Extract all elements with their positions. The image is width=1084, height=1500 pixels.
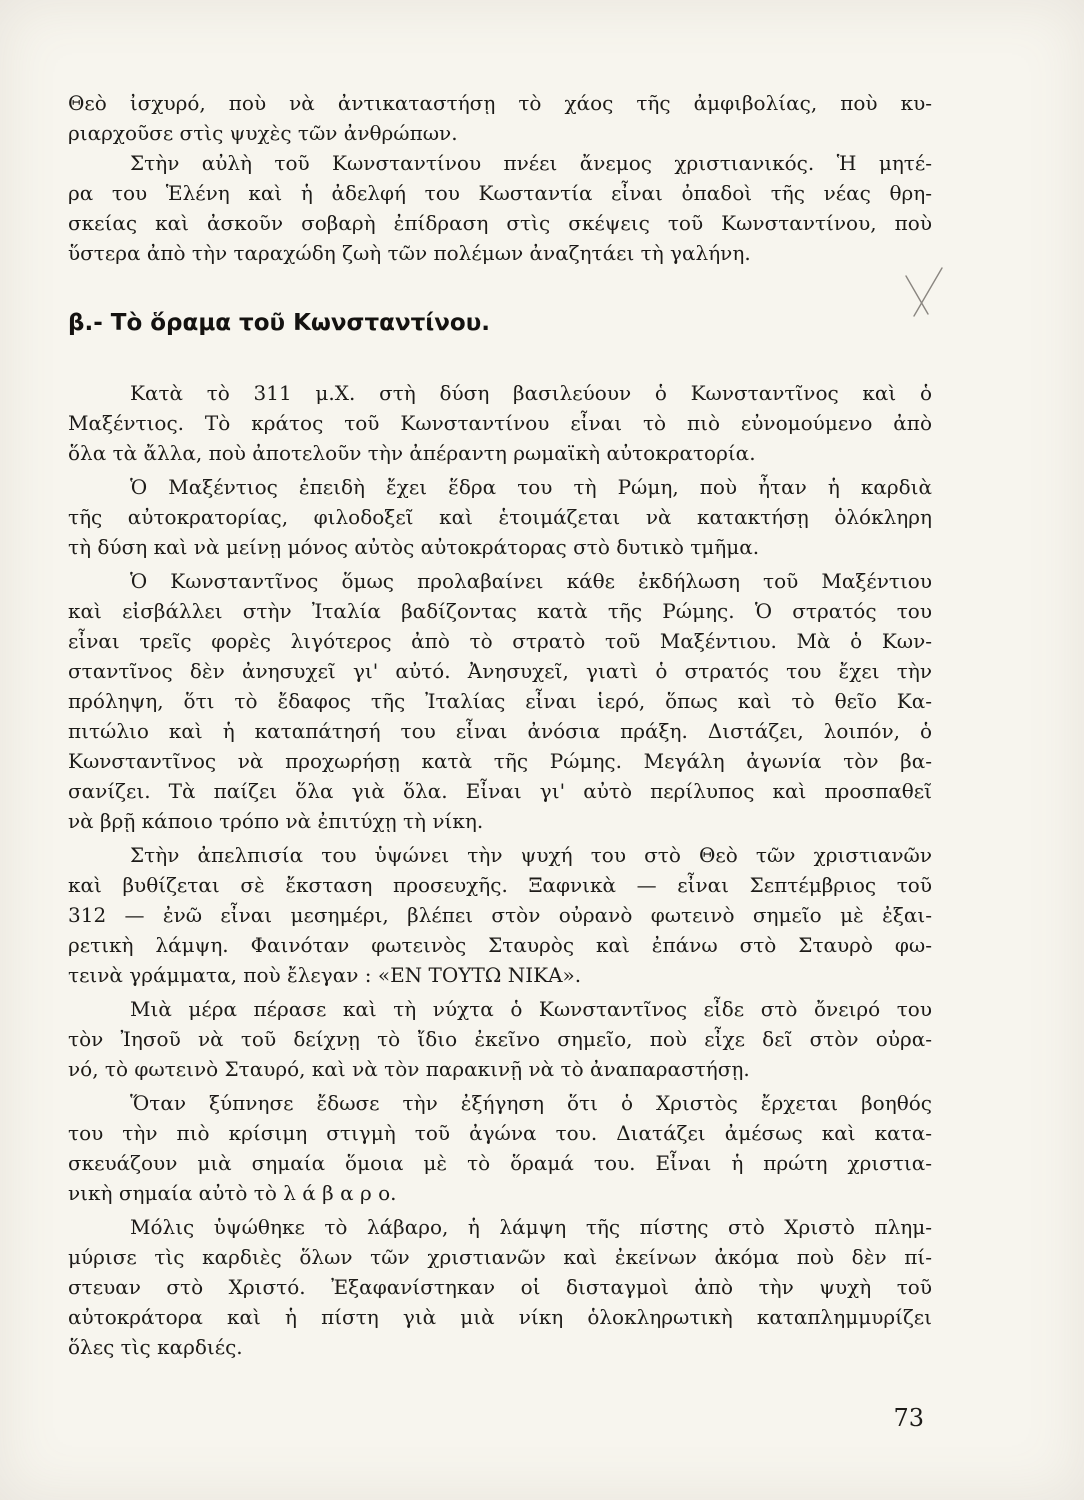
- text-line: πιτώλιο καὶ ἡ καταπάτησή του εἶναι ἀνόσια πράξη. Διστάζει, λοιπόν, ὁ: [68, 719, 932, 743]
- paragraph-2: [68, 378, 932, 468]
- text-line: σκείας καὶ ἀσκοῦν σοβαρὴ ἐπίδραση στὶς σκέψεις τοῦ Κωνσταντίνου, ποὺ: [68, 211, 932, 235]
- text-line: Κατὰ τὸ 311 μ.Χ. στὴ δύση βασιλεύουν ὁ Κωνσταντῖνος καὶ ὁ: [130, 381, 932, 405]
- text-line: Μόλις ὑψώθηκε τὸ λάβαρο, ἡ λάμψη τῆς πίστης στὸ Χριστὸ πλημ-: [130, 1215, 932, 1239]
- text-line: αὐτοκράτορα καὶ ἡ πίστη γιὰ μιὰ νίκη ὁλοκληρωτικὴ καταπλημμυρίζει: [68, 1305, 932, 1329]
- text-line: νό, τὸ φωτεινὸ Σταυρό, καὶ νὰ τὸν παρακινῇ νὰ τὸ ἀναπαραστήσῃ.: [68, 1057, 750, 1081]
- text-line: εἶναι τρεῖς φορὲς λιγότερος ἀπὸ τὸ στρατὸ τοῦ Μαξέντιου. Μὰ ὁ Κων-: [68, 629, 932, 653]
- paragraph-3: [68, 472, 932, 562]
- text-line: του τὴν πιὸ κρίσιμη στιγμὴ τοῦ ἀγώνα του. Διατάζει ἀμέσως καὶ κατα-: [68, 1121, 932, 1145]
- text-line: Στὴν αὐλὴ τοῦ Κωνσταντίνου πνέει ἄνεμος χριστιανικός. Ἡ μητέ-: [130, 151, 932, 175]
- text-line: ριαρχοῦσε στὶς ψυχὲς τῶν ἀνθρώπων.: [68, 121, 458, 145]
- text-line: σανίζει. Τὰ παίζει ὅλα γιὰ ὅλα. Εἶναι γι' αὐτὸ περίλυπος καὶ προσπαθεῖ: [68, 779, 932, 803]
- text-line: τεινὰ γράμματα, ποὺ ἔλεγαν : «ΕΝ ΤΟΥΤΩ ΝΙΚΑ».: [68, 963, 582, 987]
- text-line: Μαξέντιος. Τὸ κράτος τοῦ Κωνσταντίνου εἶναι τὸ πιὸ εὐνομούμενο ἀπὸ: [68, 411, 932, 435]
- text-line: σταντῖνος δὲν ἀνησυχεῖ γι' αὐτό. Ἀνησυχεῖ, γιατὶ ὁ στρατός του ἔχει τὴν: [68, 659, 932, 683]
- text-line: τὴ δύση καὶ νὰ μείνῃ μόνος αὐτὸς αὐτοκράτορας στὸ δυτικὸ τμῆμα.: [68, 535, 760, 559]
- text-line: ὕστερα ἀπὸ τὴν ταραχώδη ζωὴ τῶν πολέμων ἀναζητάει τὴ γαλήνη.: [68, 241, 751, 265]
- text-line: σκευάζουν μιὰ σημαία ὅμοια μὲ τὸ ὅραμά του. Εἶναι ἡ πρώτη χριστια-: [68, 1151, 932, 1175]
- text-line: 312 — ἐνῶ εἶναι μεσημέρι, βλέπει στὸν οὐρανὸ φωτεινὸ σημεῖο μὲ ἐξαι-: [68, 903, 932, 927]
- text-line: Στὴν ἀπελπισία του ὑψώνει τὴν ψυχή του στὸ Θεὸ τῶν χριστιανῶν: [130, 843, 932, 867]
- text-line: Μιὰ μέρα πέρασε καὶ τὴ νύχτα ὁ Κωνσταντῖνος εἶδε στὸ ὄνειρό του: [130, 997, 932, 1021]
- text-line: τῆς αὐτοκρατορίας, φιλοδοξεῖ καὶ ἑτοιμάζεται νὰ κατακτήσῃ ὁλόκληρη: [68, 505, 932, 529]
- text-line: ρα του Ἑλένη καὶ ἡ ἀδελφή του Κωσταντία εἶναι ὀπαδοὶ τῆς νέας θρη-: [68, 181, 932, 205]
- page-text: [68, 88, 932, 1362]
- page-number: 73: [893, 1404, 924, 1432]
- text-line: ρετικὴ λάμψη. Φαινόταν φωτεινὸς Σταυρὸς καὶ ἐπάνω στὸ Σταυρὸ φω-: [68, 933, 932, 957]
- section-heading: β.- Τὸ ὅραμα τοῦ Κωνσταντίνου.: [68, 310, 490, 336]
- text-line: Θεὸ ἰσχυρό, ποὺ νὰ ἀντικαταστήσῃ τὸ χάος τῆς ἀμφιβολίας, ποὺ κυ-: [68, 91, 932, 115]
- text-line: τὸν Ἰησοῦ νὰ τοῦ δείχνῃ τὸ ἴδιο ἐκεῖνο σημεῖο, ποὺ εἶχε δεῖ στὸν οὐρα-: [68, 1027, 932, 1051]
- text-line: Ὁ Μαξέντιος ἐπειδὴ ἔχει ἕδρα του τὴ Ρώμη, ποὺ ἦταν ἡ καρδιὰ: [130, 475, 932, 499]
- text-line: Ὁ Κωνσταντῖνος ὅμως προλαβαίνει κάθε ἐκδήλωση τοῦ Μαξέντιου: [130, 569, 932, 593]
- paragraph-1: [68, 148, 932, 268]
- paragraph-8: [68, 1212, 932, 1362]
- text-line: Ὅταν ξύπνησε ἔδωσε τὴν ἐξήγηση ὅτι ὁ Χριστὸς ἔρχεται βοηθός: [130, 1091, 932, 1115]
- text-line: ὅλα τὰ ἄλλα, ποὺ ἀποτελοῦν τὴν ἀπέραντη ρωμαϊκὴ αὐτοκρατορία.: [68, 441, 756, 465]
- text-line: πρόληψη, ὅτι τὸ ἔδαφος τῆς Ἰταλίας εἶναι ἱερό, ὅπως καὶ τὸ θεῖο Κα-: [68, 689, 932, 713]
- text-line: ὅλες τὶς καρδιές.: [68, 1335, 243, 1359]
- paragraph-intro: [68, 88, 932, 148]
- paragraph-7: [68, 1088, 932, 1208]
- text-line: νὰ βρῇ κάποιο τρόπο νὰ ἐπιτύχῃ τὴ νίκη.: [68, 809, 484, 833]
- text-line: Κωνσταντῖνος νὰ προχωρήσῃ κατὰ τῆς Ρώμης. Μεγάλη ἀγωνία τὸν βα-: [68, 749, 932, 773]
- text-line: νικὴ σημαία αὐτὸ τὸ λ ά β α ρ ο.: [68, 1181, 397, 1205]
- text-line: μύρισε τὶς καρδιὲς ὅλων τῶν χριστιανῶν καὶ ἐκείνων ἀκόμα ποὺ δὲν πί-: [68, 1245, 932, 1269]
- text-line: στευαν στὸ Χριστό. Ἐξαφανίστηκαν οἱ δισταγμοὶ ἀπὸ τὴν ψυχὴ τοῦ: [68, 1275, 932, 1299]
- paragraph-5: [68, 840, 932, 990]
- pencil-x-mark-icon: [898, 262, 948, 322]
- text-line: καὶ βυθίζεται σὲ ἔκσταση προσευχῆς. Ξαφνικὰ — εἶναι Σεπτέμβριος τοῦ: [68, 873, 932, 897]
- text-line: καὶ εἰσβάλλει στὴν Ἰταλία βαδίζοντας κατὰ τῆς Ρώμης. Ὁ στρατός του: [68, 599, 932, 623]
- paragraph-6: [68, 994, 932, 1084]
- paragraph-4: [68, 566, 932, 836]
